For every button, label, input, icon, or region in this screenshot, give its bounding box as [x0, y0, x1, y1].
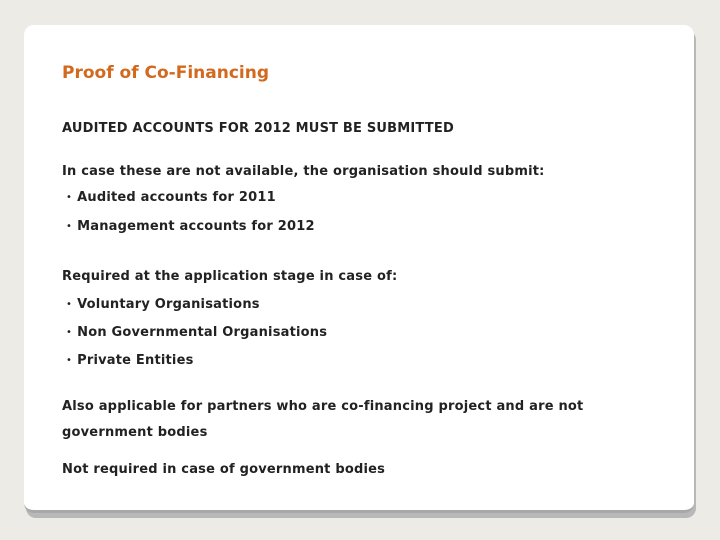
list-item-label: Private Entities [77, 353, 194, 368]
list-item [66, 219, 315, 234]
list-item-label: Non Governmental Organisations [77, 325, 328, 340]
list-item [66, 325, 327, 340]
slide [24, 25, 694, 513]
not-required-text: Not required in case of government bodies [62, 462, 386, 477]
intro-text: In case these are not available, the organisation should submit: [62, 164, 545, 179]
also-applicable-line-2: government bodies [62, 425, 208, 440]
list-item [66, 190, 276, 205]
list-item-label: Audited accounts for 2011 [77, 190, 276, 205]
list-item [66, 297, 260, 312]
heading-text: AUDITED ACCOUNTS FOR 2012 MUST BE SUBMITTED [62, 121, 454, 136]
bullet-icon: • [66, 299, 73, 310]
bullet-icon: • [66, 355, 73, 366]
required-intro-text: Required at the application stage in case of: [62, 269, 398, 284]
list-item [66, 353, 194, 368]
bullet-icon: • [66, 221, 73, 232]
slide-title: Proof of Co-Financing [62, 63, 270, 83]
list-item-label: Management accounts for 2012 [77, 219, 315, 234]
bullet-icon: • [66, 192, 73, 203]
bullet-icon: • [66, 327, 73, 338]
list-item-label: Voluntary Organisations [77, 297, 260, 312]
also-applicable-line-1: Also applicable for partners who are co-financing project and are not [62, 399, 584, 414]
